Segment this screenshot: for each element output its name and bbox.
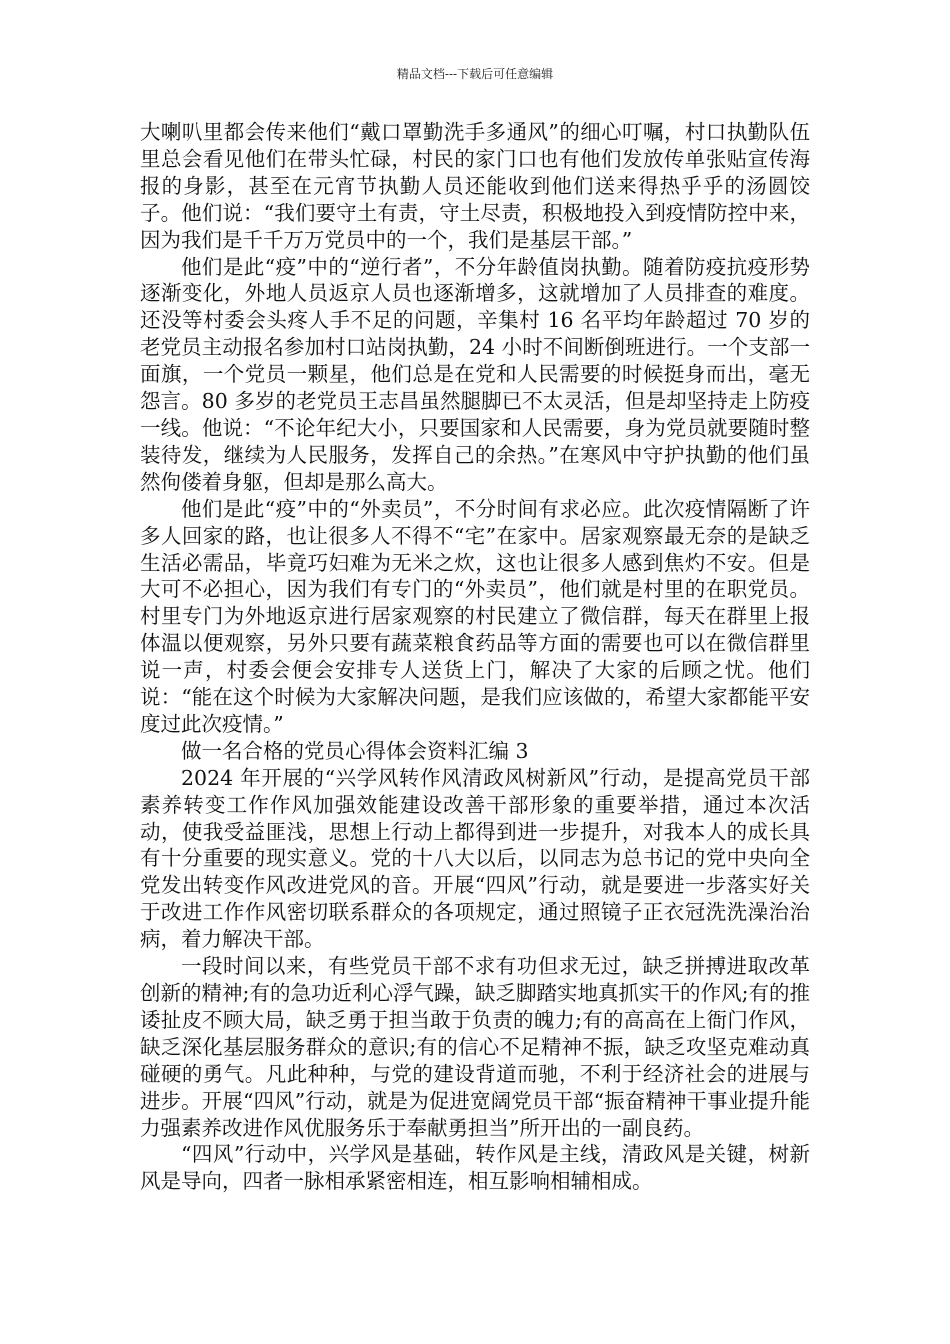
page-header: 精品文档---下载后可任意编辑 — [396, 67, 554, 81]
paragraph-campaign: 2024 年开展的“兴学风转作风清政风树新风”行动，是提高党员干部素养转变工作作风加强效能建设改善干部形象的重要举措，通过本次活动，使我受益匪浅，思想上行动上都得到进一步提升，对我本人的成长具有十分重要的现实意义。党的十八大以后，以同志为总书记的党中央向全党发出转变作风改进党风的音。开展“四风”行动，就是要进一步落实好关于改进工作作风密切联系群众的各项规定，通过照镜子正衣冠洗洗澡治治病，着力解决干部。 — [140, 765, 810, 952]
paragraph-problems: 一段时间以来，有些党员干部不求有功但求无过，缺乏拼搏进取改革创新的精神;有的急功近利心浮气躁，缺乏脚踏实地真抓实干的作风;有的推诿扯皮不顾大局，缺乏勇于担当敢于负责的魄力;有的高高在上衙门作风，缺乏深化基层服务群众的意识;有的信心不足精神不振，缺乏攻坚克难动真碰硬的勇气。凡此种种，与党的建设背道而驰，不利于经济社会的进展与进步。开展“四风”行动，就是为促进宽阔党员干部“振奋精神干事业提升能力强素养改进作风优服务乐于奉献勇担当”所开出的一副良药。 — [140, 954, 810, 1140]
document-body — [140, 119, 810, 1195]
paragraph-continued: 大喇叭里都会传来他们“戴口罩勤洗手多通风”的细心叮嘱，村口执勤队伍里总会看见他们在带头忙碌，村民的家门口也有他们发放传单张贴宣传海报的身影，甚至在元宵节执勤人员还能收到他们送来得热乎乎的汤圆饺子。他们说：“我们要守土有责，守土尽责，积极地投入到疫情防控中来，因为我们是千千万万党员中的一个，我们是基层干部。” — [140, 120, 810, 252]
section-heading: 做一名合格的党员心得体会资料汇编 3 — [181, 738, 529, 763]
paragraph-four-winds: “四风”行动中，兴学风是基础，转作风是主线，清政风是关键，树新风是导向，四者一脉相承紧密相连，相互影响相辅相成。 — [140, 1142, 810, 1194]
paragraph-delivery: 他们是此“疫”中的“外卖员”，不分时间有求必应。此次疫情隔断了许多人回家的路，也让很多人不得不“宅”在家中。居家观察最无奈的是缺乏生活必需品，毕竟巧妇难为无米之炊，这也让很多人感到焦灼不安。但是大可不必担心，因为我们有专门的“外卖员”，他们就是村里的在职党员。村里专门为外地返京进行居家观察的村民建立了微信群，每天在群里上报体温以便观察，另外只要有蔬菜粮食药品等方面的需要也可以在微信群里说一声，村委会便会安排专人送货上门，解决了大家的后顾之忧。他们说：“能在这个时候为大家解决问题，是我们应该做的，希望大家都能平安度过此次疫情。” — [140, 496, 810, 736]
paragraph-retrograde: 他们是此“疫”中的“逆行者”，不分年龄值岗执勤。随着防疫抗疫形势逐渐变化，外地人员返京人员也逐渐增多，这就增加了人员排查的难度。还没等村委会头疼人手不足的问题，辛集村 16 名平均年龄超过 70 岁的老党员主动报名参加村口站岗执勤，24 小时不间断倒班进行。一个支部一面旗，一个党员一颗星，他们总是在党和人民需要的时候挺身而出，毫无怨言。80 多岁的老党员王志昌虽然腿脚已不太灵活，但是却坚持走上防疫一线。他说：“不论年纪大小，只要国家和人民需要，身为党员就要随时整装待发，继续为人民服务，发挥自己的余热。”在寒风中守护执勤的他们虽然佝偻着身躯，但却是那么高大。 — [140, 254, 810, 494]
